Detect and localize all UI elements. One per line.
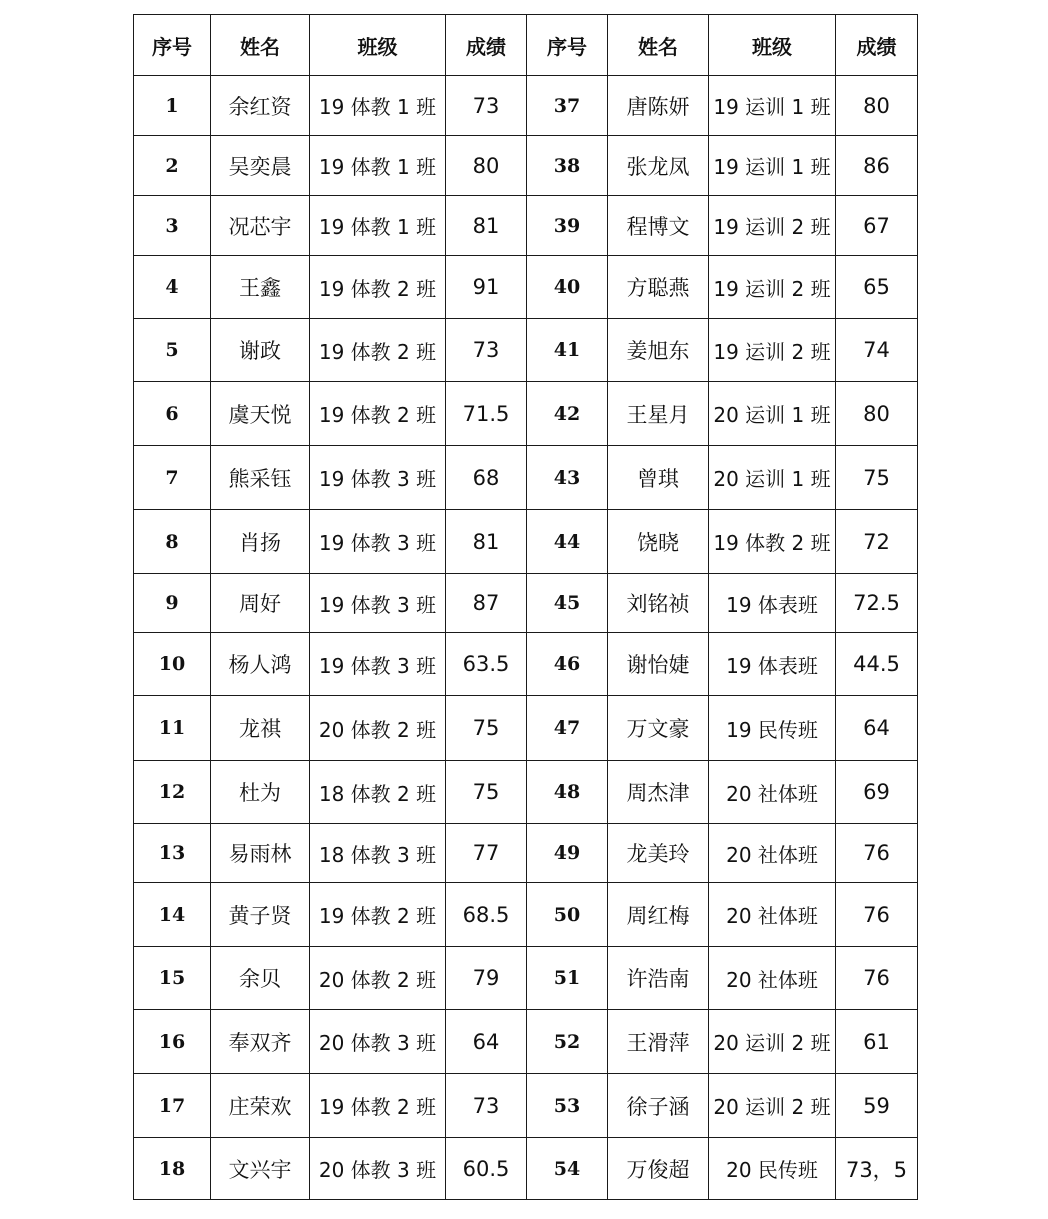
cell-score: 73，5 [836, 1138, 918, 1200]
cell-student-name: 王星月 [608, 382, 709, 446]
cell-student-name: 奉双齐 [211, 1010, 310, 1074]
cell-score: 75 [446, 696, 527, 761]
cell-student-name: 曾琪 [608, 446, 709, 510]
cell-class-name: 19 体教 2 班 [310, 382, 446, 446]
cell-seq-number: 42 [527, 382, 608, 446]
cell-class-name: 20 民传班 [709, 1138, 836, 1200]
cell-score: 87 [446, 574, 527, 633]
cell-student-name: 万文豪 [608, 696, 709, 761]
cell-class-name: 19 体表班 [709, 633, 836, 696]
cell-score: 76 [836, 824, 918, 883]
cell-score: 71.5 [446, 382, 527, 446]
cell-class-name: 19 体教 2 班 [310, 1074, 446, 1138]
cell-seq-number: 44 [527, 510, 608, 574]
cell-class-name: 19 体教 2 班 [709, 510, 836, 574]
cell-student-name: 周好 [211, 574, 310, 633]
cell-class-name: 19 民传班 [709, 696, 836, 761]
header-student-name-right: 姓名 [608, 15, 709, 76]
cell-seq-number: 51 [527, 947, 608, 1010]
cell-seq-number: 15 [134, 947, 211, 1010]
cell-seq-number: 48 [527, 761, 608, 824]
header-score-right: 成绩 [836, 15, 918, 76]
table-row [134, 883, 918, 947]
cell-score: 75 [446, 761, 527, 824]
cell-score: 76 [836, 947, 918, 1010]
cell-score: 72.5 [836, 574, 918, 633]
cell-score: 80 [446, 136, 527, 196]
cell-seq-number: 38 [527, 136, 608, 196]
table-row [134, 1138, 918, 1200]
cell-seq-number: 54 [527, 1138, 608, 1200]
cell-student-name: 肖扬 [211, 510, 310, 574]
cell-class-name: 19 体教 2 班 [310, 256, 446, 319]
cell-seq-number: 6 [134, 382, 211, 446]
cell-student-name: 熊采钰 [211, 446, 310, 510]
table-row [134, 510, 918, 574]
cell-score: 61 [836, 1010, 918, 1074]
cell-score: 73 [446, 319, 527, 382]
cell-score: 74 [836, 319, 918, 382]
cell-seq-number: 16 [134, 1010, 211, 1074]
table-row [134, 1074, 918, 1138]
header-class-name-left: 班级 [310, 15, 446, 76]
cell-class-name: 19 运训 2 班 [709, 319, 836, 382]
cell-class-name: 20 运训 2 班 [709, 1010, 836, 1074]
cell-student-name: 王鑫 [211, 256, 310, 319]
cell-score: 77 [446, 824, 527, 883]
cell-score: 79 [446, 947, 527, 1010]
cell-score: 67 [836, 196, 918, 256]
cell-score: 73 [446, 76, 527, 136]
cell-student-name: 杜为 [211, 761, 310, 824]
cell-class-name: 19 体教 3 班 [310, 446, 446, 510]
cell-class-name: 20 社体班 [709, 761, 836, 824]
cell-student-name: 姜旭东 [608, 319, 709, 382]
cell-seq-number: 5 [134, 319, 211, 382]
cell-student-name: 谢政 [211, 319, 310, 382]
cell-score: 64 [446, 1010, 527, 1074]
cell-seq-number: 47 [527, 696, 608, 761]
cell-seq-number: 14 [134, 883, 211, 947]
cell-class-name: 19 运训 1 班 [709, 76, 836, 136]
cell-class-name: 20 运训 1 班 [709, 446, 836, 510]
cell-student-name: 饶晓 [608, 510, 709, 574]
header-seq-number-right: 序号 [527, 15, 608, 76]
cell-class-name: 19 体教 3 班 [310, 574, 446, 633]
cell-student-name: 余红资 [211, 76, 310, 136]
table-row [134, 256, 918, 319]
cell-class-name: 20 社体班 [709, 947, 836, 1010]
cell-seq-number: 39 [527, 196, 608, 256]
cell-seq-number: 2 [134, 136, 211, 196]
cell-student-name: 庄荣欢 [211, 1074, 310, 1138]
header-score-left: 成绩 [446, 15, 527, 76]
cell-student-name: 龙祺 [211, 696, 310, 761]
cell-seq-number: 53 [527, 1074, 608, 1138]
cell-class-name: 19 体教 1 班 [310, 76, 446, 136]
table-row [134, 1010, 918, 1074]
cell-class-name: 20 运训 1 班 [709, 382, 836, 446]
cell-student-name: 余贝 [211, 947, 310, 1010]
cell-student-name: 程博文 [608, 196, 709, 256]
cell-seq-number: 13 [134, 824, 211, 883]
table-body [134, 76, 918, 1200]
cell-student-name: 方聪燕 [608, 256, 709, 319]
cell-score: 65 [836, 256, 918, 319]
cell-seq-number: 1 [134, 76, 211, 136]
cell-class-name: 19 体表班 [709, 574, 836, 633]
cell-class-name: 19 运训 2 班 [709, 256, 836, 319]
cell-class-name: 19 体教 1 班 [310, 196, 446, 256]
cell-score: 75 [836, 446, 918, 510]
cell-class-name: 18 体教 2 班 [310, 761, 446, 824]
cell-score: 80 [836, 382, 918, 446]
cell-seq-number: 43 [527, 446, 608, 510]
cell-seq-number: 17 [134, 1074, 211, 1138]
cell-student-name: 黄子贤 [211, 883, 310, 947]
cell-seq-number: 45 [527, 574, 608, 633]
table-row [134, 947, 918, 1010]
cell-student-name: 王滑萍 [608, 1010, 709, 1074]
header-seq-number-left: 序号 [134, 15, 211, 76]
cell-class-name: 20 运训 2 班 [709, 1074, 836, 1138]
cell-class-name: 19 体教 3 班 [310, 633, 446, 696]
cell-seq-number: 11 [134, 696, 211, 761]
cell-seq-number: 12 [134, 761, 211, 824]
cell-student-name: 周杰津 [608, 761, 709, 824]
cell-score: 76 [836, 883, 918, 947]
cell-score: 81 [446, 196, 527, 256]
table-row [134, 824, 918, 883]
cell-seq-number: 37 [527, 76, 608, 136]
cell-score: 69 [836, 761, 918, 824]
cell-score: 59 [836, 1074, 918, 1138]
table-row [134, 319, 918, 382]
cell-student-name: 徐子涵 [608, 1074, 709, 1138]
table-row [134, 761, 918, 824]
cell-student-name: 张龙凤 [608, 136, 709, 196]
cell-score: 91 [446, 256, 527, 319]
table-header-row [134, 15, 918, 76]
cell-class-name: 19 体教 3 班 [310, 510, 446, 574]
cell-student-name: 唐陈妍 [608, 76, 709, 136]
cell-student-name: 谢怡婕 [608, 633, 709, 696]
cell-score: 72 [836, 510, 918, 574]
cell-seq-number: 50 [527, 883, 608, 947]
cell-student-name: 刘铭祯 [608, 574, 709, 633]
cell-score: 64 [836, 696, 918, 761]
cell-score: 68 [446, 446, 527, 510]
table-row [134, 196, 918, 256]
table-row [134, 136, 918, 196]
table-row [134, 574, 918, 633]
cell-class-name: 18 体教 3 班 [310, 824, 446, 883]
table-row [134, 696, 918, 761]
cell-class-name: 19 体教 2 班 [310, 319, 446, 382]
cell-seq-number: 4 [134, 256, 211, 319]
header-student-name-left: 姓名 [211, 15, 310, 76]
table-row [134, 633, 918, 696]
cell-student-name: 许浩南 [608, 947, 709, 1010]
cell-seq-number: 8 [134, 510, 211, 574]
cell-class-name: 19 体教 1 班 [310, 136, 446, 196]
cell-score: 73 [446, 1074, 527, 1138]
cell-seq-number: 41 [527, 319, 608, 382]
table-row [134, 76, 918, 136]
cell-score: 63.5 [446, 633, 527, 696]
cell-student-name: 易雨林 [211, 824, 310, 883]
cell-class-name: 20 社体班 [709, 883, 836, 947]
cell-class-name: 20 体教 3 班 [310, 1010, 446, 1074]
cell-student-name: 周红梅 [608, 883, 709, 947]
cell-score: 81 [446, 510, 527, 574]
cell-seq-number: 46 [527, 633, 608, 696]
cell-student-name: 万俊超 [608, 1138, 709, 1200]
cell-student-name: 龙美玲 [608, 824, 709, 883]
cell-seq-number: 18 [134, 1138, 211, 1200]
cell-class-name: 19 运训 2 班 [709, 196, 836, 256]
cell-student-name: 吴奕晨 [211, 136, 310, 196]
cell-class-name: 19 体教 2 班 [310, 883, 446, 947]
cell-student-name: 况芯宇 [211, 196, 310, 256]
cell-score: 86 [836, 136, 918, 196]
cell-class-name: 20 社体班 [709, 824, 836, 883]
table-row [134, 446, 918, 510]
header-class-name-right: 班级 [709, 15, 836, 76]
cell-seq-number: 7 [134, 446, 211, 510]
cell-seq-number: 40 [527, 256, 608, 319]
table-row [134, 382, 918, 446]
cell-class-name: 20 体教 2 班 [310, 947, 446, 1010]
cell-class-name: 20 体教 3 班 [310, 1138, 446, 1200]
score-table [133, 14, 918, 1200]
cell-seq-number: 10 [134, 633, 211, 696]
cell-student-name: 虞天悦 [211, 382, 310, 446]
cell-class-name: 19 运训 1 班 [709, 136, 836, 196]
cell-score: 44.5 [836, 633, 918, 696]
cell-student-name: 杨人鸿 [211, 633, 310, 696]
cell-seq-number: 52 [527, 1010, 608, 1074]
cell-seq-number: 49 [527, 824, 608, 883]
cell-seq-number: 3 [134, 196, 211, 256]
cell-seq-number: 9 [134, 574, 211, 633]
cell-student-name: 文兴宇 [211, 1138, 310, 1200]
cell-score: 68.5 [446, 883, 527, 947]
cell-score: 60.5 [446, 1138, 527, 1200]
cell-score: 80 [836, 76, 918, 136]
cell-class-name: 20 体教 2 班 [310, 696, 446, 761]
